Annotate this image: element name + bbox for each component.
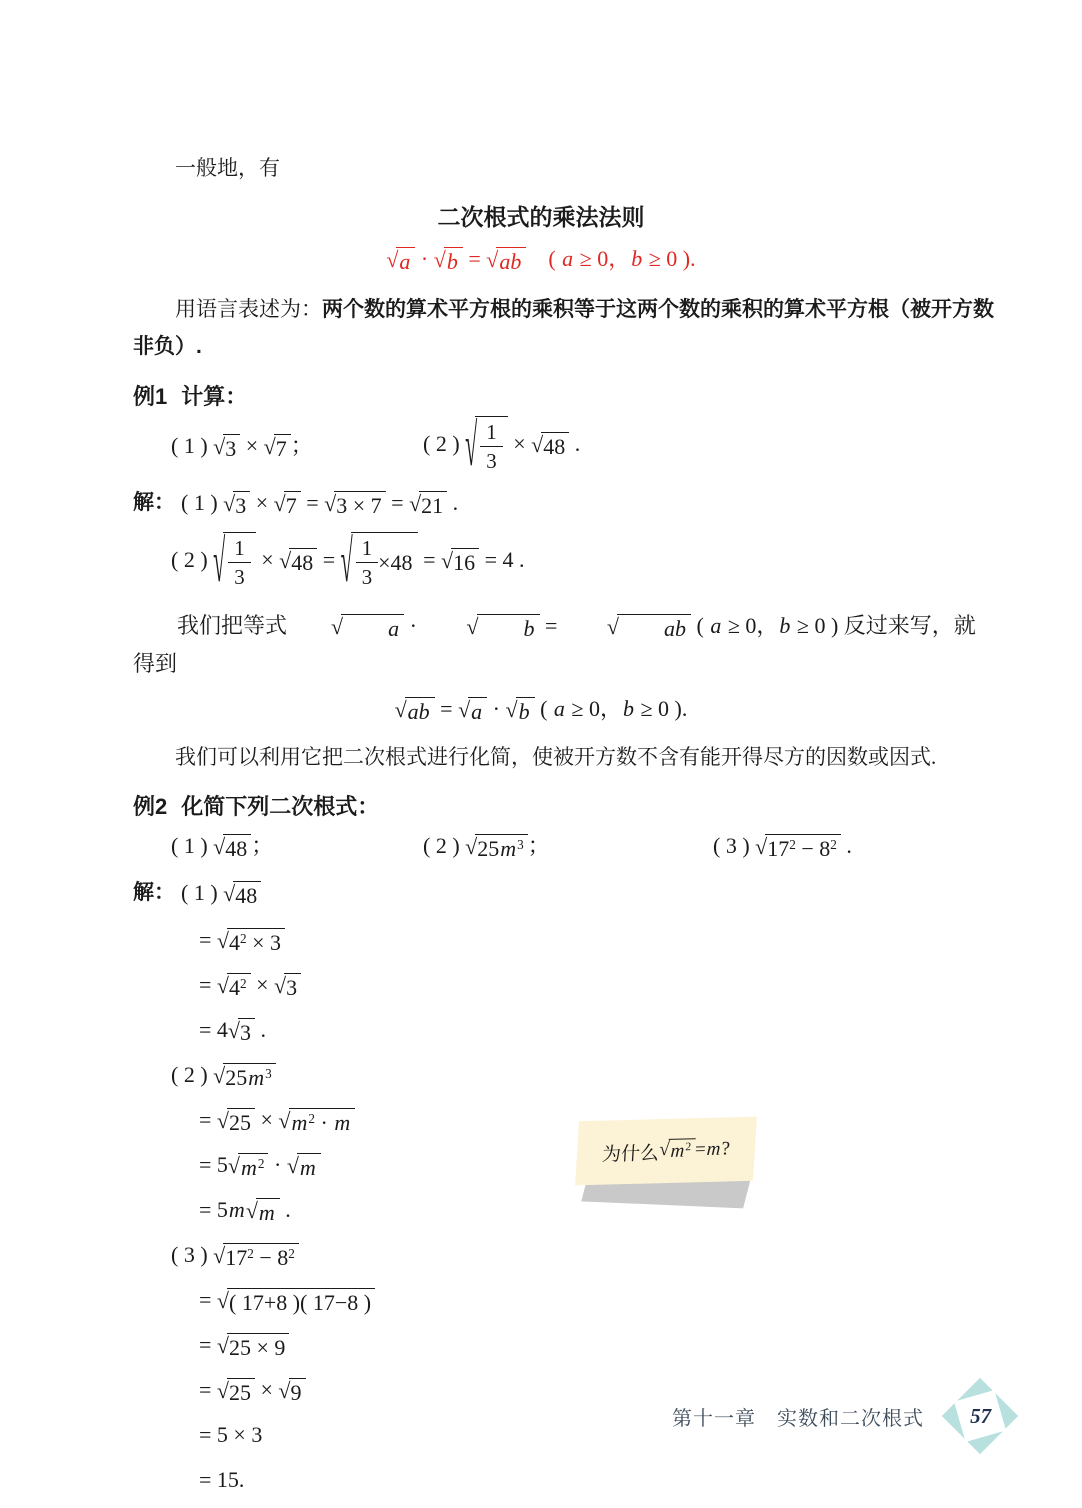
example2-sol1-head-math: ( 1 ) √ 48 [181, 873, 261, 913]
example2-sol3-step: = 5 × 3 [199, 1421, 263, 1447]
example2-item-2: ( 2 ) √ $25m^3$ ； [423, 832, 550, 861]
example2-sol2-step: = √ 25 × √ $m^2 \cdot m$ [199, 1102, 995, 1138]
example2-sol3-step: = √ ( 17+8 )( 17−8 ) [199, 1282, 995, 1318]
example2-label: 例2 [133, 793, 168, 819]
solution-label: 解： [133, 491, 175, 515]
example2-sol3-step: = 15. [199, 1466, 245, 1492]
page-number-diamond [942, 1378, 1018, 1454]
example1-label: 例1 [133, 384, 168, 409]
solution-label: 解： [133, 880, 175, 904]
example2-sol1-step: = √ $4^2 \times 3$ [199, 922, 995, 958]
note-card: 为什么 √ $m^2$ = m ? [575, 1116, 757, 1185]
example1-solution-line-1 [133, 483, 995, 523]
statement-lead: 用语言表述为： [175, 297, 322, 321]
example1-item-2: ( 2 ) √ $\frac{1}{3}$ × √ 48 . [423, 411, 581, 479]
example1-item-1: ( 1 ) √ 3 × √ 7 ； [171, 433, 313, 462]
example2-solution-part1-head [133, 873, 995, 913]
example2-task: 化简下列二次根式： [181, 793, 380, 819]
example1-task: 计算： [181, 384, 248, 409]
example1-items [171, 411, 995, 479]
page-number: 57 [969, 1403, 991, 1428]
example2-item-3: ( 3 ) √ $17^2 - 8^2$ . [713, 832, 852, 861]
example1-heading [133, 380, 995, 411]
example2-items [171, 826, 995, 866]
intro-paragraph: 一般地，有 [175, 156, 280, 180]
example2-sol2-step: = 5m √ m . [199, 1196, 291, 1225]
example1-solution-math-1: ( 1 ) √ 3 × √ 7 = √ 3 × 7 = √ 21 . [181, 490, 459, 519]
reverse-intro-paragraph: 我们把等式 √ a · √ b = √ ab ( a ≥ 0，b ≥ 0 ) 反过来写，就得到 [133, 612, 976, 676]
example2-item-1: ( 1 ) √ 48 ； [171, 832, 274, 861]
simplify-paragraph: 我们可以利用它把二次根式进行化简，使被开方数不含有能开得尽方的因数或因式. [175, 744, 937, 769]
example2-sol3-step: = √ 25 × √ 9 [199, 1372, 995, 1408]
example2-solution-part2 [133, 1057, 995, 1228]
statement-paragraph [133, 291, 995, 365]
example2-sol3-head: ( 3 ) √ $17^2 - 8^2$ [171, 1237, 995, 1273]
chapter-title: 第十一章 实数和二次根式 [672, 1407, 924, 1430]
rule-title: 二次根式的乘法法则 [437, 204, 645, 230]
page-body [133, 150, 995, 1498]
example2-sol2-head: ( 2 ) √ $25m^3$ [171, 1057, 995, 1093]
page-footer [672, 1378, 1018, 1454]
example2-sol1-step: = √ $4^2$ × √ 3 [199, 967, 995, 1003]
reverse-formula: √ ab = √ a · √ b ( a ≥ 0，b ≥ 0 ). [394, 695, 688, 724]
rule-formula: √ a · √ b = √ ab ( a ≥ 0，b ≥ 0 ). [386, 246, 696, 274]
example2-sol1-step: = 4 √ 3 . [199, 1016, 266, 1045]
example2-heading [133, 790, 995, 821]
example2-sol2-step: = 5 √ $m^2$ · √ m [199, 1147, 995, 1183]
statement-emphasis: 两个数的算术平方根的乘积等于这两个数的乘积的算术平方根（被开方数非负）. [133, 298, 994, 358]
example2-sol3-step: = √ 25 × 9 [199, 1327, 995, 1363]
example1-solution-line-2: ( 2 ) √ $\frac{1}{3}$ × √ 48 = √ $\frac{1}{3}$ ×48 = √ 16 = 4 . [171, 527, 525, 595]
